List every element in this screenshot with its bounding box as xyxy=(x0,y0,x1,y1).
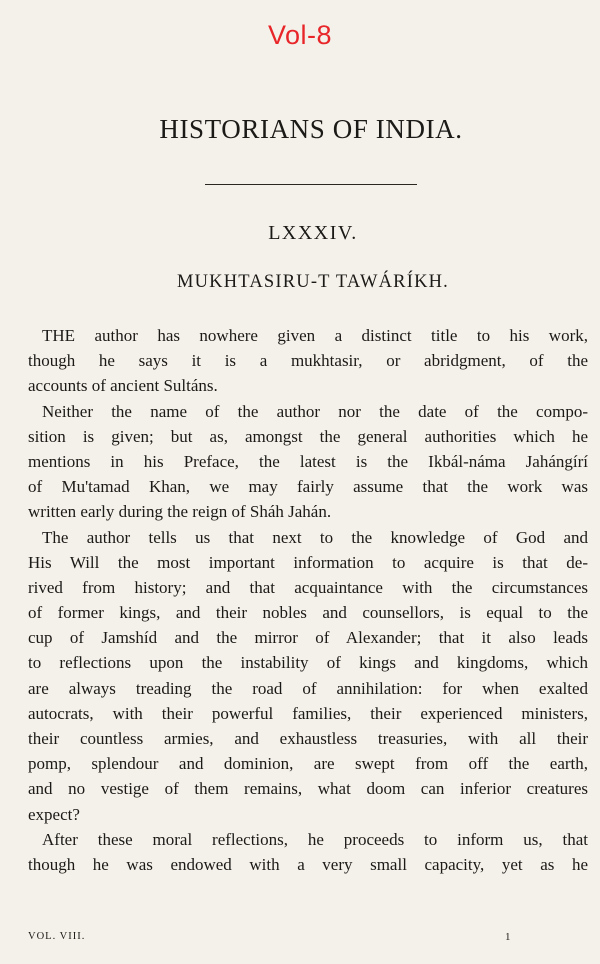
text-line: written early during the reign of Sháh Jahán. xyxy=(28,502,332,522)
footer-volume: VOL. VIII. xyxy=(28,931,86,942)
text-line: mentions in his Preface, the latest is the Ikbál-náma Jahángírí xyxy=(28,451,588,471)
text-line: autocrats, with their powerful families, their experienced ministers, xyxy=(28,703,588,723)
text-line: sition is given; but as, amongst the general authorities which he xyxy=(28,426,588,446)
volume-label: Vol-8 xyxy=(267,20,333,50)
text-line: and no vestige of them remains, what doom can inferior creatures xyxy=(28,779,588,799)
text-line: expect? xyxy=(28,804,80,824)
text-line: THE author has nowhere given a distinct title to his work, xyxy=(42,326,588,345)
body-text xyxy=(28,323,588,877)
text-line: pomp, splendour and dominion, are swept from off the earth, xyxy=(28,754,588,774)
text-line: their countless armies, and exhaustless treasuries, with all their xyxy=(28,729,588,748)
text-line: The author tells us that next to the knowledge of God and xyxy=(42,527,588,547)
text-line: rived from history; and that acquaintance with the circumstances xyxy=(28,577,588,597)
paragraph-1 xyxy=(28,323,588,399)
text-line: His Will the most important information to acquire is that de- xyxy=(28,552,588,572)
paragraph-4 xyxy=(28,827,588,877)
text-line: of Mu'tamad Khan, we may fairly assume that the work was xyxy=(28,477,588,497)
text-line: are always treading the road of annihilation: for when exalted xyxy=(28,678,588,698)
title-divider xyxy=(205,184,417,185)
book-title: HISTORIANS OF INDIA. xyxy=(159,114,463,144)
paragraph-2 xyxy=(28,399,588,525)
text-line: accounts of ancient Sultáns. xyxy=(28,376,218,396)
chapter-title: MUKHTASIRU-T TAWÁRÍKH. xyxy=(176,272,450,292)
text-line: After these moral reflections, he proceeds to inform us, that xyxy=(42,829,588,849)
footer-page-number: 1 xyxy=(505,931,511,943)
text-line: of former kings, and their nobles and counsellors, is equal to the xyxy=(28,603,588,623)
text-line: though he says it is a mukhtasir, or abridgment, of the xyxy=(28,351,588,371)
text-line: cup of Jamshíd and the mirror of Alexander; that it also leads xyxy=(28,628,588,648)
paragraph-3 xyxy=(28,525,588,827)
text-line: though he was endowed with a very small capacity, yet as he xyxy=(28,854,588,874)
text-line: Neither the name of the author nor the date of the compo- xyxy=(42,401,588,421)
chapter-number: LXXXIV. xyxy=(268,222,358,244)
text-line: to reflections upon the instability of kings and kingdoms, which xyxy=(28,653,588,673)
